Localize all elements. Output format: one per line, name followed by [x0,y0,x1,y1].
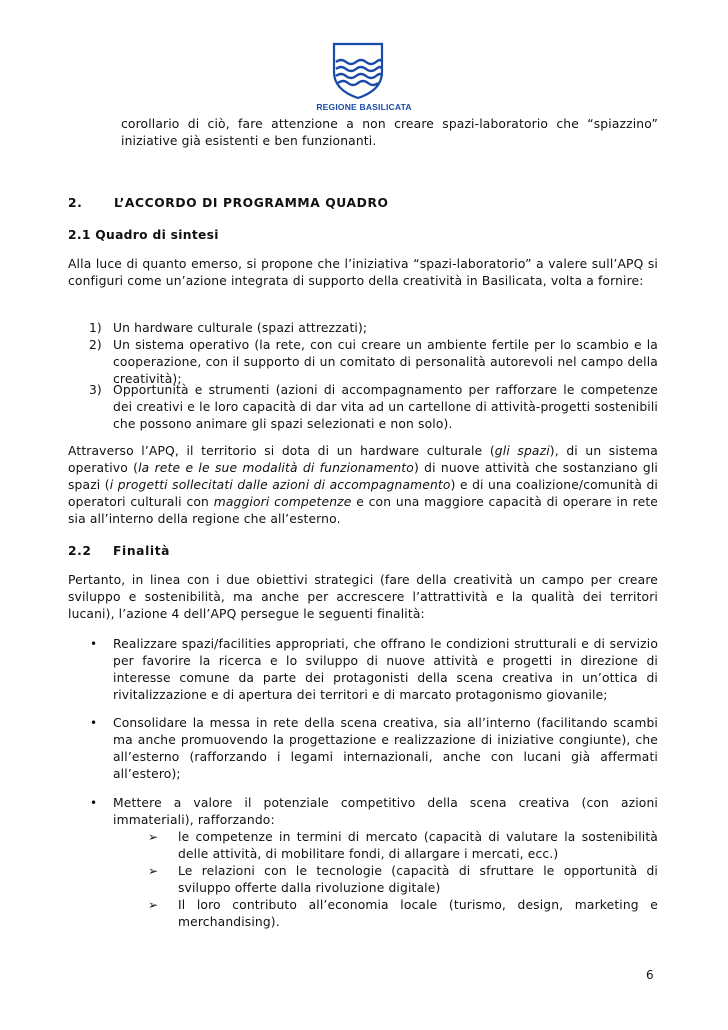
region-header-label: REGIONE BASILICATA [316,102,412,112]
intro-paragraph: corollario di ciò, fare attenzione a non creare spazi-laboratorio che “spiazzino” iniziative già esistenti e ben funzionanti. [121,117,658,148]
bullet-1-marker: • [90,637,98,651]
section-2-1-paragraph: Alla luce di quanto emerso, si propone che l’iniziativa “spazi-laboratorio” a valere sull’APQ si configuri come un’azione integrata di supporto della creatività in Basilicata, volta a fornire: [68,257,658,288]
numbered-item-1-text: Un hardware culturale (spazi attrezzati); [113,321,368,335]
section-2-title: L’ACCORDO DI PROGRAMMA QUADRO [114,196,389,210]
bullet-3-text: Mettere a valore il potenziale competitivo della scena creativa (con azioni immateriali), rafforzando: [113,796,658,827]
arrow-bullet-1-icon: ➢ [148,830,159,844]
numbered-item-2-text: Un sistema operativo (la rete, con cui creare un ambiente fertile per lo scambio e la cooperazione, con il supporto di un comitato di personalità autorevoli nel campo della creatività); [113,338,658,386]
bullet-2-marker: • [90,716,98,730]
page-number: 6 [646,968,654,982]
numbered-item-2-marker: 2) [89,338,102,352]
bullet-1-text: Realizzare spazi/facilities appropriati, che offrano le condizioni strutturali e di servizio per favorire la ricerca e lo sviluppo di nuove attività e progetti in direzione di interesse comune da parte dei protagonisti della scena creativa in un’ottica di rivitalizzazione e di apertura dei territori e di marcato protagonismo giovanile; [113,637,658,702]
subitem-2-text: Le relazioni con le tecnologie (capacità di sfruttare le opportunità di sviluppo offerte dalla rivoluzione digitale) [178,864,658,895]
numbered-item-1-marker: 1) [89,321,102,335]
section-2-number: 2. [68,196,83,210]
bullet-2-text: Consolidare la messa in rete della scena creativa, sia all’interno (facilitando scambi ma anche promuovendo la progettazione e realizzazione di iniziative congiunte), che all’esterno (rafforzando i legami internazionali, anche con lucani già affermati all’estero); [113,716,658,781]
arrow-bullet-3-icon: ➢ [148,898,159,912]
numbered-item-3-text: Opportunità e strumenti (azioni di accompagnamento per rafforzare le competenze dei creativi e le loro capacità di dar vita ad un cartellone di attività-progetti sostenibili che possono animare gli spazi selezionati e non solo). [113,383,658,431]
bullet-3-marker: • [90,796,98,810]
section-2-2-number: 2.2 [68,544,92,558]
numbered-item-3-marker: 3) [89,383,102,397]
arrow-bullet-2-icon: ➢ [148,864,159,878]
section-2-2-title: Finalità [113,544,171,558]
section-2-1-title: 2.1 Quadro di sintesi [68,228,219,242]
subitem-3-text: Il loro contributo all’economia locale (turismo, design, marketing e merchandising). [178,898,658,929]
section-2-2-paragraph: Pertanto, in linea con i due obiettivi strategici (fare della creatività un campo per creare sviluppo e sostenibilità, ma anche per accrescere l’attrattività e la qualità dei territori lucani), l’azione 4 dell’APQ persegue le seguenti finalità: [68,573,658,621]
subitem-1-text: le competenze in termini di mercato (capacità di valutare la sostenibilità delle attività, di mobilitare fondi, di allargare i mercati, ecc.) [178,830,658,861]
apq-paragraph: Attraverso l’APQ, il territorio si dota di un hardware culturale (gli spazi), di un sistema operativo (la rete e le sue modalità di funzionamento) di nuove attività che sostanziano gli spazi (i progetti sollecitati dalle azioni di accompagnamento) e di una coalizione/comunità di operatori culturali con maggiori competenze e con una maggiore capacità di operare in rete sia all’interno della regione che all’esterno. [68,444,659,526]
regione-basilicata-coat-of-arms-icon [332,42,384,100]
